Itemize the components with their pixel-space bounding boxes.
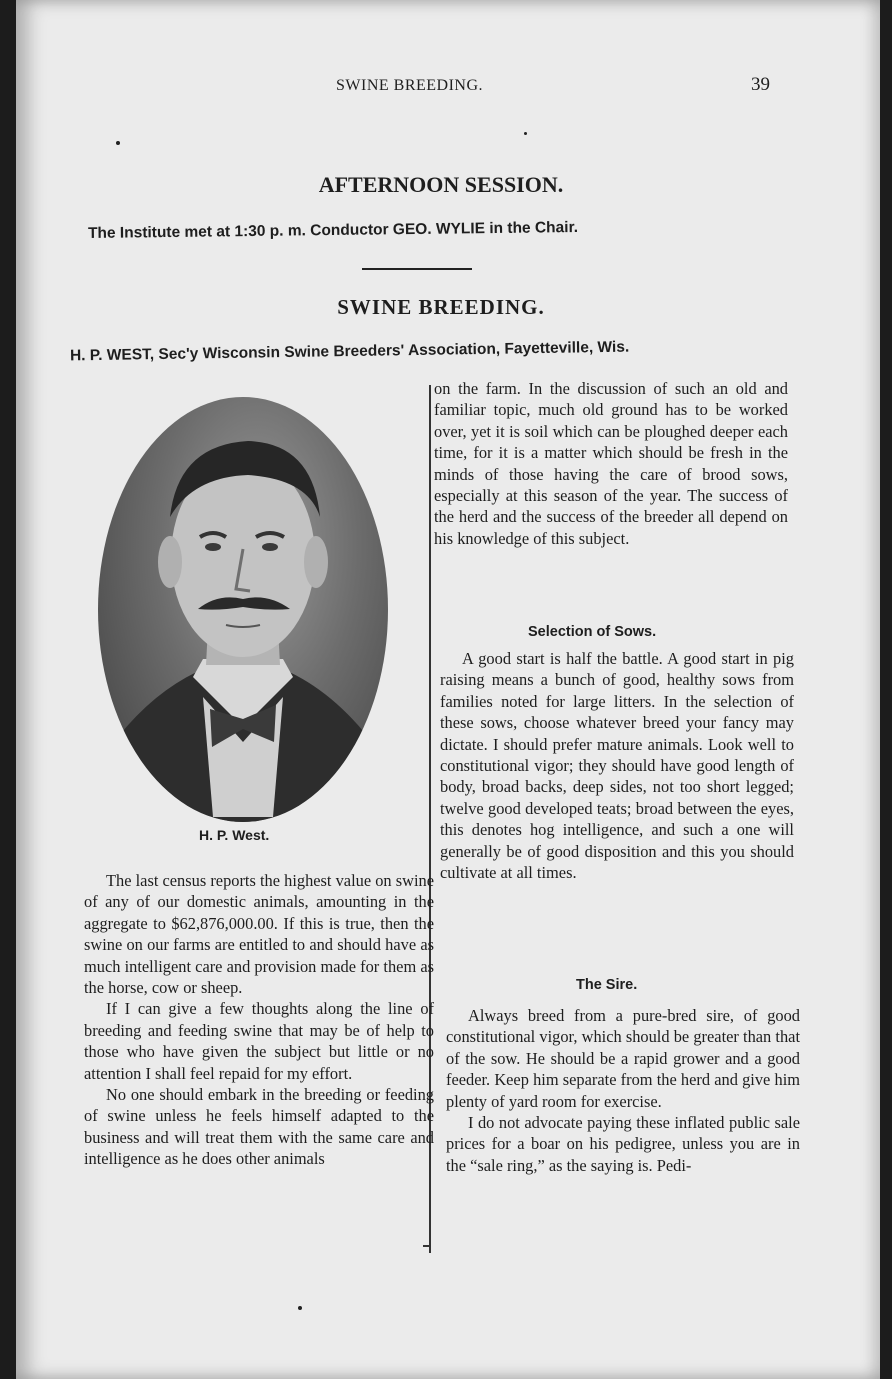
page-number: 39 xyxy=(751,74,770,95)
article-title: SWINE BREEDING. xyxy=(337,295,545,319)
portrait-caption: H. P. West. xyxy=(199,827,270,843)
session-note: The Institute met at 1:30 p. m. Conductor GEO. WYLIE in the Chair. xyxy=(87,219,579,242)
paragraph: The last census reports the highest value on swine of any of our domestic animals, amounting in the aggregate to $62,876,000.00. If this is true, then the swine on our farms are entitled to and should have as much intelligent care and provision made for them as the horse, cow or sheep. xyxy=(84,871,434,998)
paragraph: on the farm. In the discussion of such an old and familiar topic, much old ground has to be worked over, yet it is soil which can be ploughed deeper each time, for it is a matter which should be fresh in the minds of those having the care of brood sows, especially at this season of the year. The success of the herd and the success of the breeder all depend on his knowledge of this subject. xyxy=(434,379,788,548)
author-portrait xyxy=(98,397,388,822)
running-title: SWINE BREEDING. xyxy=(336,77,484,94)
print-speck xyxy=(298,1306,302,1310)
paragraph: I do not advocate paying these inflated public sale prices for a boar on his pedigree, unless you are in the “sale ring,” as the saying is. Pedi- xyxy=(446,1113,800,1175)
column-divider-tick xyxy=(423,1245,430,1247)
paragraph: A good start is half the battle. A good start in pig raising means a bunch of good, healthy sows from families noted for large litters. In the selection of these sows, choose whatever breed your fancy may dictate. I should prefer mature animals. Look well to constitutional vigor; they should have good length of body, broad backs, deep sides, not too short legged; twelve good developed teats; broad between the eyes, this denotes hog intelligence, and such a one will generally be of good disposition and this you should cultivate at all times. xyxy=(440,649,794,883)
print-speck xyxy=(116,141,120,145)
right-column-intro xyxy=(434,378,788,549)
paragraph: If I can give a few thoughts along the line of breeding and feeding swine that may be of help to those who have given the subject but little or no attention I shall feel repaid for my effort. xyxy=(84,999,434,1083)
section-heading-the-sire: The Sire. xyxy=(576,977,638,993)
paragraph: No one should embark in the breeding or feeding of swine unless he feels himself adapted to the business and will treat them with the same care and intelligence as he does other animals xyxy=(84,1085,434,1169)
book-page xyxy=(16,0,880,1379)
section-rule xyxy=(362,268,472,270)
section-body-selection-of-sows xyxy=(440,648,794,883)
left-column xyxy=(84,870,434,1170)
paragraph: Always breed from a pure-bred sire, of good constitutional vigor, which should be greater than that of the sow. He should be a rapid grower and a good feeder. Keep him separate from the herd and give him plenty of yard room for exercise. xyxy=(446,1006,800,1111)
print-speck xyxy=(524,132,527,135)
portrait-illustration xyxy=(98,397,388,822)
article-byline: H. P. WEST, Sec'y Wisconsin Swine Breeders' Association, Fayetteville, Wis. xyxy=(69,338,630,365)
session-heading: AFTERNOON SESSION. xyxy=(318,172,564,197)
section-body-the-sire xyxy=(446,1005,800,1176)
section-heading-selection-of-sows: Selection of Sows. xyxy=(528,624,657,640)
